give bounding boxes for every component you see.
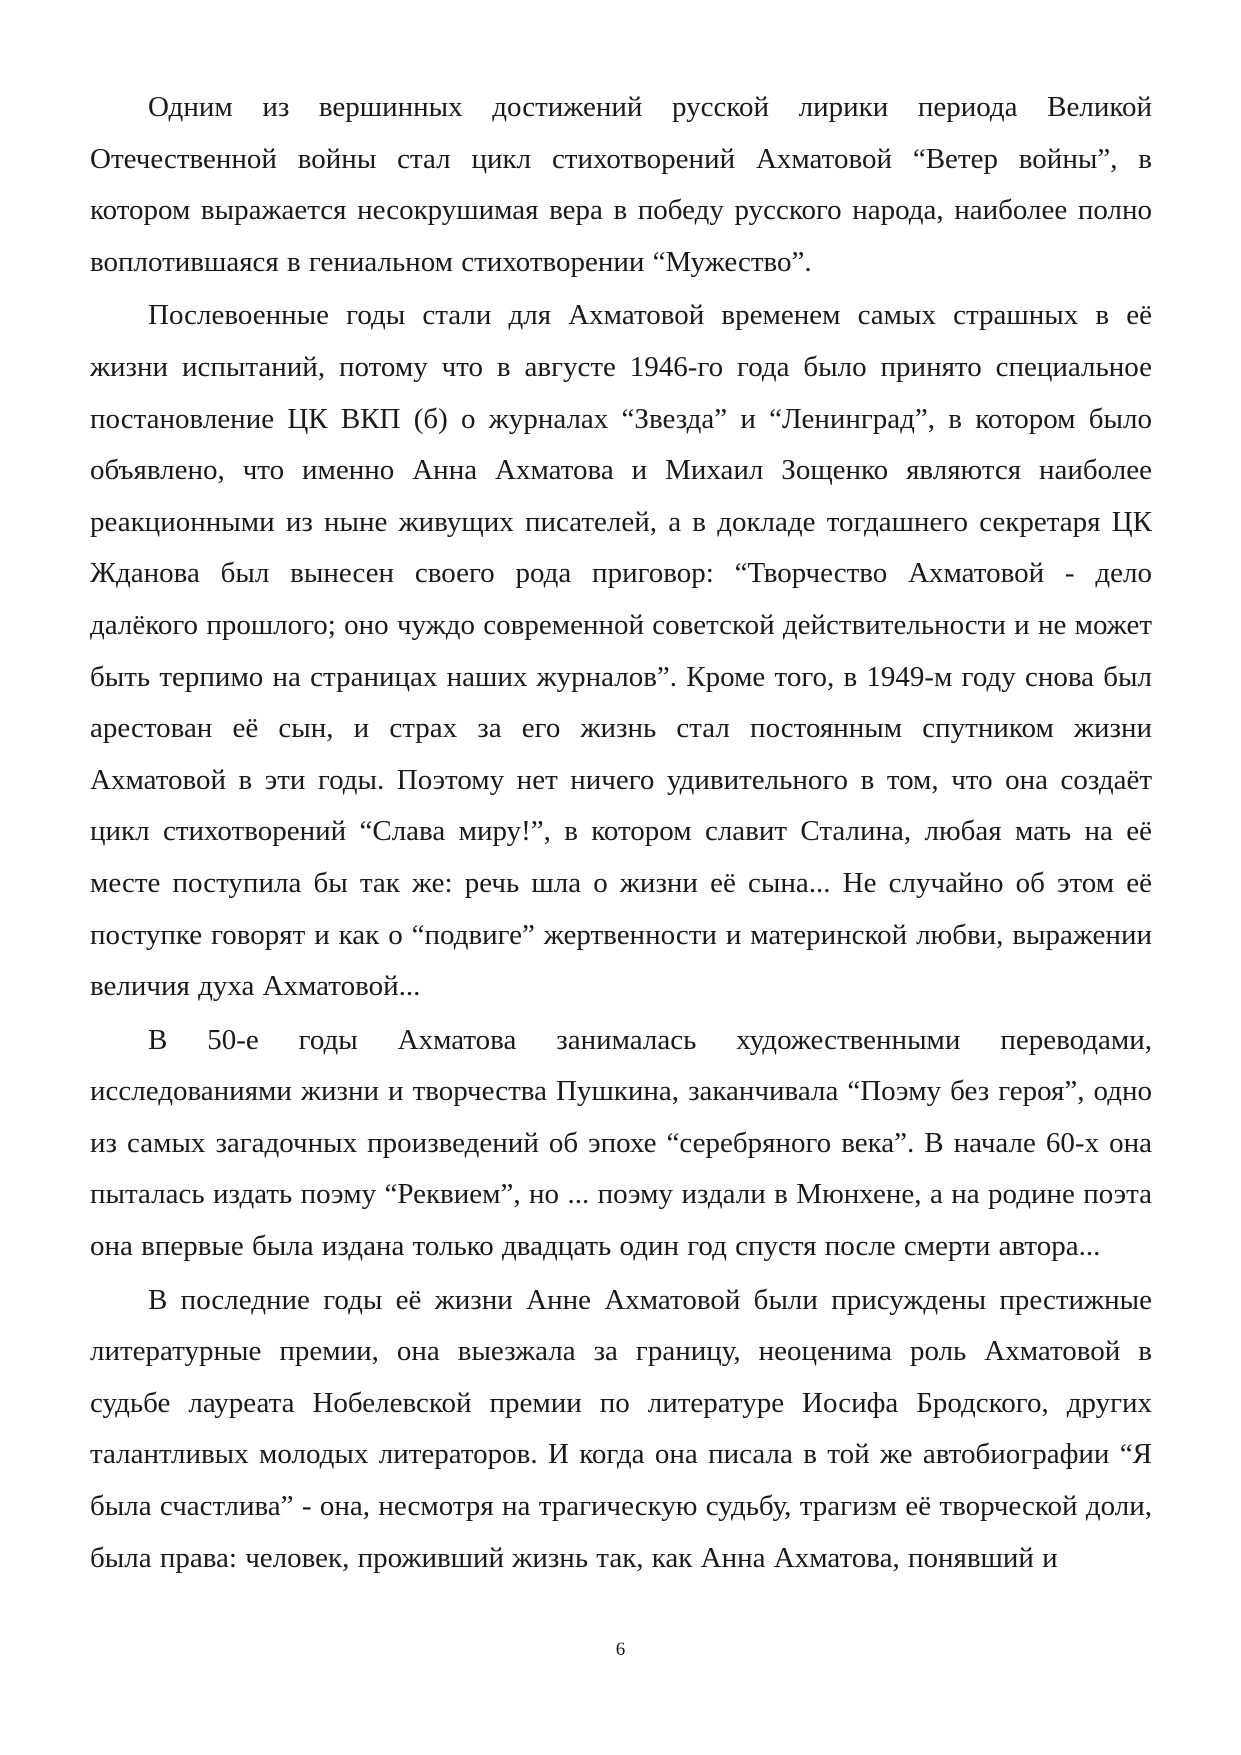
paragraph-war-poetry: Одним из вершинных достижений русской лирики периода Великой Отечественной войны стал цикл стихотворений Ахматовой “Ветер войны”, в котором выражается несокрушимая вера в победу русского народа, наиболее полно воплотившаяся в гениальном стихотворении “Мужество”. xyxy=(90,91,1152,278)
paragraph-last-years: В последние годы её жизни Анне Ахматовой были присуждены престижные литературные премии, она выезжала за границу, неоценима роль Ахматовой в судьбе лауреата Нобелевской премии по литературе Иосифа Бродского, других талантливых молодых литераторов. И когда она писала в той же автобиографии “Я была счастлива” - она, несмотря на трагическую судьбу, трагизм её творческой доли, была права: человек, проживший жизнь так, как Анна Ахматова, понявший и xyxy=(90,1283,1152,1574)
paragraph-fifties: В 50-е годы Ахматова занималась художественными переводами, исследованиями жизни и творчества Пушкина, заканчивала “Поэму без героя”, одно из самых загадочных произведений об эпохе “серебряного века”. В начале 60-х она пыталась издать поэму “Реквием”, но ... поэму издали в Мюнхене, а на родине поэта она впервые была издана только двадцать один год спустя после смерти автора... xyxy=(90,1023,1152,1263)
body-text xyxy=(90,82,1152,1586)
page-number: 6 xyxy=(615,1639,626,1660)
paragraph-postwar-years: Послевоенные годы стали для Ахматовой временем самых страшных в её жизни испытаний, потому что в августе 1946-го года было принято специальное постановление ЦК ВКП (б) о журналах “Звезда” и “Ленинград”, в котором было объявлено, что именно Анна Ахматова и Михаил Зощенко являются наиболее реакционными из ныне живущих писателей, а в докладе тогдашнего секретаря ЦК Жданова был вынесен своего рода приговор: “Творчество Ахматовой - дело далёкого прошлого; оно чуждо современной советской действительности и не может быть терпимо на страницах наших журналов”. Кроме того, в 1949-м году снова был арестован её сын, и страх за его жизнь стал постоянным спутником жизни Ахматовой в эти годы. Поэтому нет ничего удивительного в том, что она создаёт цикл стихотворений “Слава миру!”, в котором славит Сталина, любая мать на её месте поступила бы так же: речь шла о жизни её сына... Не случайно об этом её поступке говорят и как о “подвиге” жертвенности и материнской любви, выражении величия духа Ахматовой... xyxy=(90,299,1152,1003)
